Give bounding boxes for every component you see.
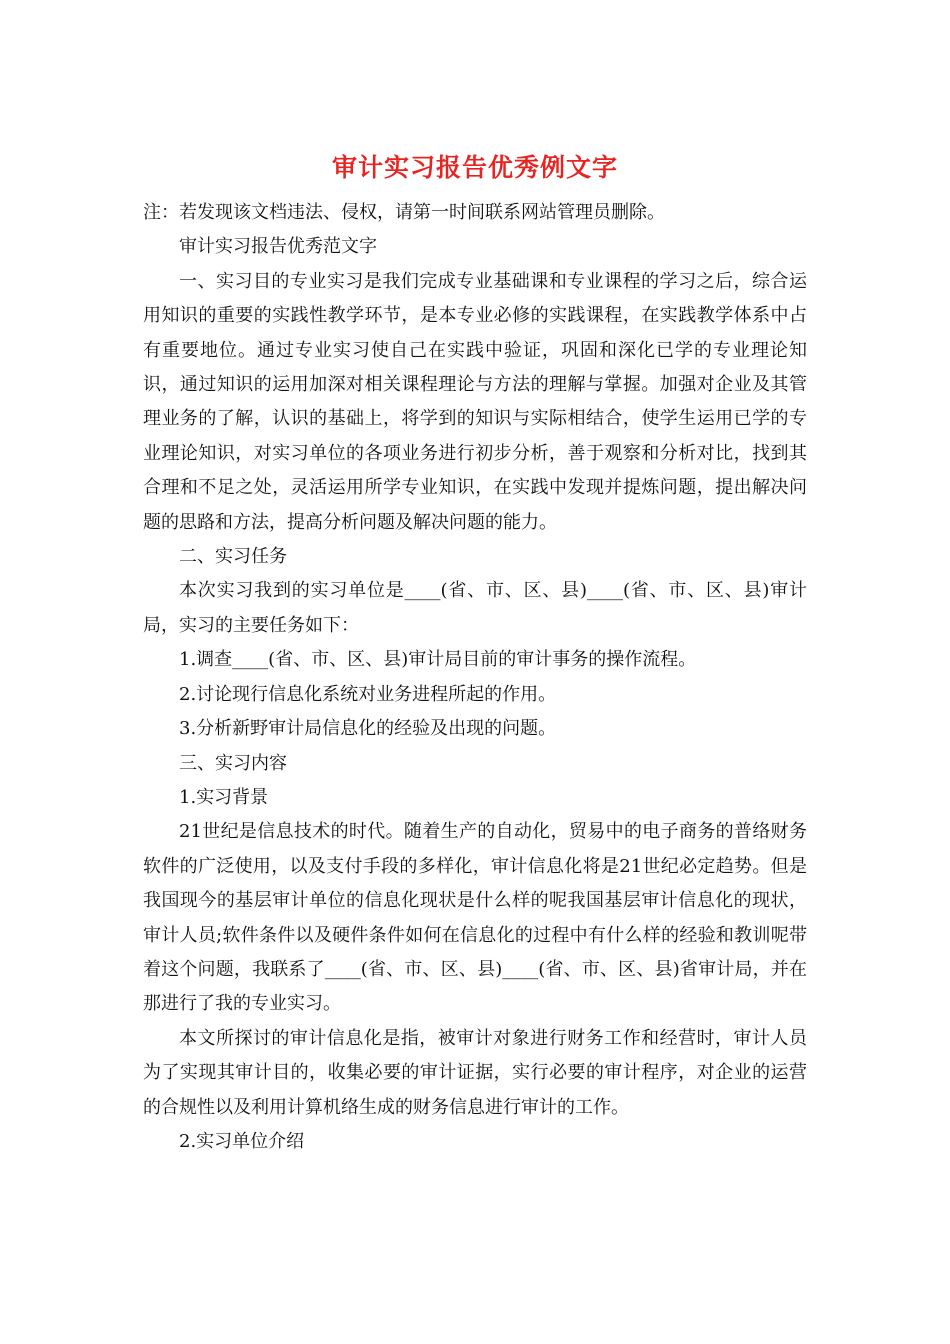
list-item-task-2: 2.讨论现行信息化系统对业务进程所起的作用。	[179, 683, 557, 705]
document-title: 审计实习报告优秀例文字	[331, 153, 618, 182]
heading-section-2: 二、实习任务	[179, 546, 287, 568]
disclaimer-note: 注：若发现该文档违法、侵权，请第一时间联系网站管理员删除。	[143, 202, 665, 223]
heading-unit-intro: 2.实习单位介绍	[179, 1130, 305, 1152]
paragraph-section-1: 一、实习目的专业实习是我们完成专业基础课和专业课程的学习之后，综合运用知识的重要的实践性教学环节，是本专业必修的实践课程，在实践教学体系中占有重要地位。通过专业实习使自己在实践中验证，巩固和深化已学的专业理论知识，通过知识的运用加深对相关课程理论与方法的理解与掌握。加强对企业及其管理业务的了解，认识的基础上，将学到的知识与实际相结合，使学生运用已学的专业理论知识，对实习单位的各项业务进行初步分析，善于观察和分析对比，找到其合理和不足之处，灵活运用所学专业知识，在实践中发现并提炼问题，提出解决问题的思路和方法，提高分析问题及解决问题的能力。	[143, 270, 807, 533]
paragraph-background: 21世纪是信息技术的时代。随着生产的自动化，贸易中的电子商务的普络财务软件的广泛使用，以及支付手段的多样化，审计信息化将是21世纪必定趋势。但是我国现今的基层审计单位的信息化现状是什么样的呢我国基层审计信息化的现状，审计人员;软件条件以及硬件条件如何在信息化的过程中有什么样的经验和教训呢带着这个问题，我联系了____(省、市、区、县)____(省、市、区、县)省审计局，并在那进行了我的专业实习。	[143, 821, 807, 1015]
paragraph-definition: 本文所探讨的审计信息化是指，被审计对象进行财务工作和经营时，审计人员为了实现其审计目的，收集必要的审计证据，实行必要的审计程序，对企业的运营的合规性以及利用计算机络生成的财务信息进行审计的工作。	[143, 1027, 807, 1118]
paragraph-subtitle: 审计实习报告优秀范文字	[179, 236, 377, 258]
document-body	[143, 196, 807, 1159]
list-item-task-1: 1.调查____(省、市、区、县)审计局目前的审计事务的操作流程。	[179, 649, 697, 671]
list-item-task-3: 3.分析新野审计局信息化的经验及出现的问题。	[179, 718, 557, 740]
heading-section-3: 三、实习内容	[179, 752, 287, 774]
heading-background: 1.实习背景	[179, 786, 269, 808]
paragraph-internship-unit: 本次实习我到的实习单位是____(省、市、区、县)____(省、市、区、县)审计局，实习的主要任务如下：	[143, 580, 807, 636]
